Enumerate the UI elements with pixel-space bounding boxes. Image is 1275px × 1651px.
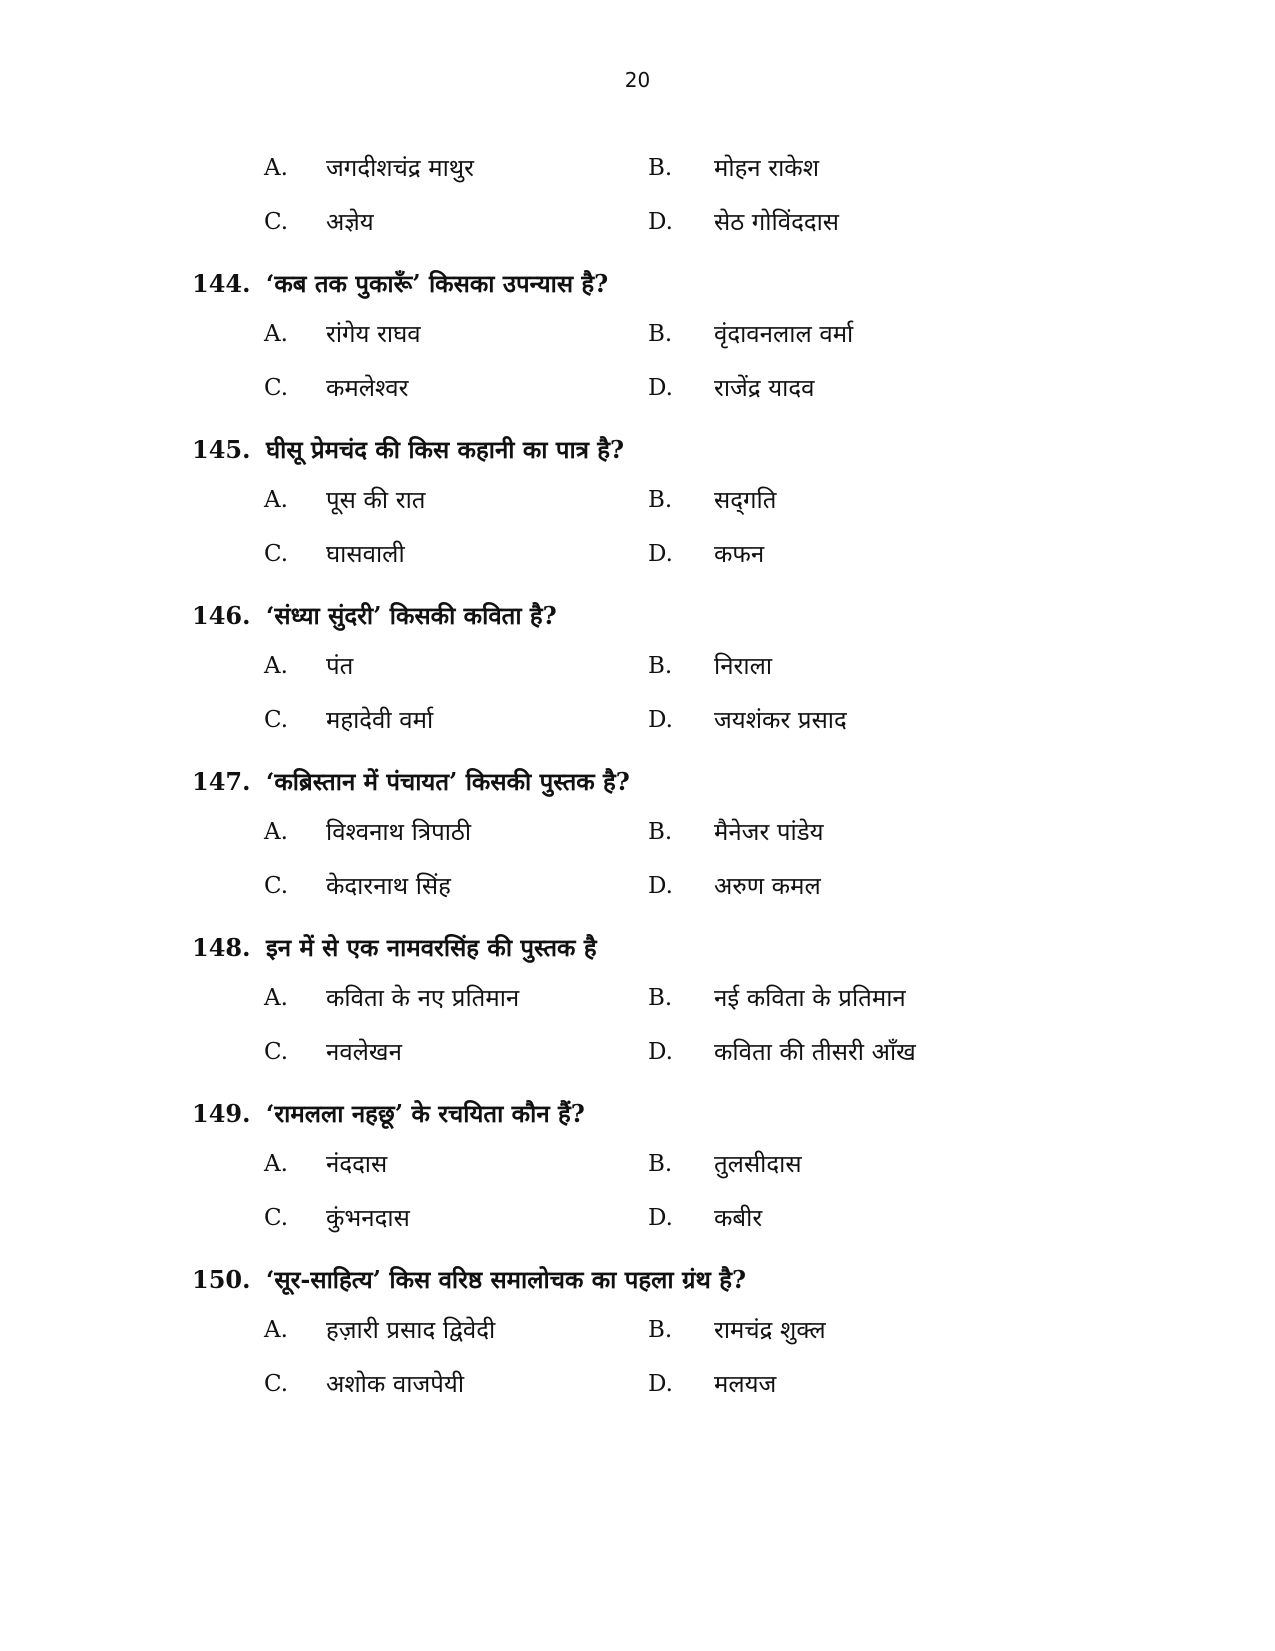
option-text-a: रांगेय राघव xyxy=(326,320,421,348)
option-letter-a: A. xyxy=(264,1151,288,1177)
option-letter-c: C. xyxy=(264,1371,289,1397)
option-text-a: हज़ारी प्रसाद द्विवेदी xyxy=(326,1316,496,1344)
option-letter-a: A. xyxy=(264,487,288,513)
option-text-d: मलयज xyxy=(714,1370,777,1398)
option-letter-a: A. xyxy=(264,653,288,679)
option-text-d: राजेंद्र यादव xyxy=(714,374,815,402)
option-letter-b: B. xyxy=(648,985,673,1011)
question-number: 146. xyxy=(192,601,251,630)
option-letter-c: C. xyxy=(264,1205,289,1231)
option-letter-a: A. xyxy=(264,819,288,845)
option-letter-b: B. xyxy=(648,819,673,845)
option-text-c: अज्ञेय xyxy=(326,208,374,236)
question-heading xyxy=(0,762,1275,802)
question-heading xyxy=(0,1094,1275,1134)
option-row xyxy=(0,368,1275,408)
option-letter-d: D. xyxy=(648,1371,673,1397)
option-text-d: जयशंकर प्रसाद xyxy=(714,706,847,734)
option-text-c: घासवाली xyxy=(326,540,405,568)
option-letter-c: C. xyxy=(264,375,289,401)
option-text-b: सद्‌गति xyxy=(714,486,777,514)
option-letter-d: D. xyxy=(648,1039,673,1065)
question-number: 145. xyxy=(192,435,251,464)
question-number: 149. xyxy=(192,1099,251,1128)
option-text-a: नंददास xyxy=(326,1150,388,1178)
question-text: ‘संध्या सुंदरी’ किसकी कविता है? xyxy=(266,601,557,630)
option-row xyxy=(0,1032,1275,1072)
option-letter-c: C. xyxy=(264,541,289,567)
option-text-a: कविता के नए प्रतिमान xyxy=(326,984,520,1012)
option-text-b: नई कविता के प्रतिमान xyxy=(714,984,906,1012)
option-row xyxy=(0,534,1275,574)
question-text: ‘सूर-साहित्य’ किस वरिष्ठ समालोचक का पहला ग्रंथ है? xyxy=(266,1265,747,1294)
option-letter-c: C. xyxy=(264,1039,289,1065)
question-number: 150. xyxy=(192,1265,251,1294)
option-text-b: मोहन राकेश xyxy=(714,154,820,182)
option-text-c: महादेवी वर्मा xyxy=(326,706,434,734)
option-letter-c: C. xyxy=(264,707,289,733)
option-row xyxy=(0,1310,1275,1350)
option-text-c: अशोक वाजपेयी xyxy=(326,1370,465,1398)
question-heading xyxy=(0,928,1275,968)
option-row xyxy=(0,646,1275,686)
option-text-a: पंत xyxy=(326,652,354,680)
option-letter-d: D. xyxy=(648,1205,673,1231)
option-row xyxy=(0,314,1275,354)
option-row xyxy=(0,480,1275,520)
option-text-b: वृंदावनलाल वर्मा xyxy=(714,320,854,348)
option-letter-b: B. xyxy=(648,653,673,679)
question-number: 148. xyxy=(192,933,251,962)
question-number: 147. xyxy=(192,767,251,796)
option-letter-b: B. xyxy=(648,321,673,347)
option-letter-d: D. xyxy=(648,209,673,235)
question-text: घीसू प्रेमचंद की किस कहानी का पात्र है? xyxy=(266,435,625,464)
option-row xyxy=(0,812,1275,852)
option-text-a: विश्वनाथ त्रिपाठी xyxy=(326,818,472,846)
question-heading xyxy=(0,264,1275,304)
option-text-d: कविता की तीसरी आँख xyxy=(714,1038,916,1066)
question-heading xyxy=(0,1260,1275,1300)
option-text-b: रामचंद्र शुक्ल xyxy=(714,1316,826,1344)
option-letter-a: A. xyxy=(264,155,288,181)
option-letter-c: C. xyxy=(264,209,289,235)
option-text-d: सेठ गोविंददास xyxy=(714,208,840,236)
option-letter-b: B. xyxy=(648,1317,673,1343)
option-row xyxy=(0,1198,1275,1238)
option-row xyxy=(0,202,1275,242)
option-letter-d: D. xyxy=(648,707,673,733)
question-text: ‘रामलला नहछू’ के रचयिता कौन हैं? xyxy=(266,1099,585,1128)
option-letter-d: D. xyxy=(648,541,673,567)
option-letter-b: B. xyxy=(648,487,673,513)
option-text-b: निराला xyxy=(714,652,773,680)
option-row xyxy=(0,866,1275,906)
option-text-c: कुंभनदास xyxy=(326,1204,410,1232)
option-text-c: कमलेश्वर xyxy=(326,374,409,402)
option-row xyxy=(0,148,1275,188)
question-heading xyxy=(0,596,1275,636)
question-text: ‘कब तक पुकारूँ’ किसका उपन्यास है? xyxy=(266,269,609,298)
question-text: इन में से एक नामवरसिंह की पुस्तक है xyxy=(266,933,597,962)
option-text-a: जगदीशचंद्र माथुर xyxy=(326,154,474,182)
option-text-b: तुलसीदास xyxy=(714,1150,802,1178)
option-letter-d: D. xyxy=(648,873,673,899)
question-text: ‘कब्रिस्तान में पंचायत’ किसकी पुस्तक है? xyxy=(266,767,630,796)
option-letter-a: A. xyxy=(264,1317,288,1343)
option-text-a: पूस की रात xyxy=(326,486,426,514)
question-heading xyxy=(0,430,1275,470)
option-row xyxy=(0,1144,1275,1184)
option-letter-b: B. xyxy=(648,1151,673,1177)
option-letter-a: A. xyxy=(264,321,288,347)
option-text-d: कबीर xyxy=(714,1204,763,1232)
option-letter-a: A. xyxy=(264,985,288,1011)
page-number: 20 xyxy=(624,68,651,92)
option-letter-b: B. xyxy=(648,155,673,181)
question-number: 144. xyxy=(192,269,251,298)
option-row xyxy=(0,978,1275,1018)
option-letter-d: D. xyxy=(648,375,673,401)
option-text-d: कफन xyxy=(714,540,765,568)
option-text-d: अरुण कमल xyxy=(714,872,821,900)
option-row xyxy=(0,700,1275,740)
option-text-c: केदारनाथ सिंह xyxy=(326,872,451,900)
option-row xyxy=(0,1364,1275,1404)
option-letter-c: C. xyxy=(264,873,289,899)
option-text-b: मैनेजर पांडेय xyxy=(714,818,824,846)
option-text-c: नवलेखन xyxy=(326,1038,402,1066)
